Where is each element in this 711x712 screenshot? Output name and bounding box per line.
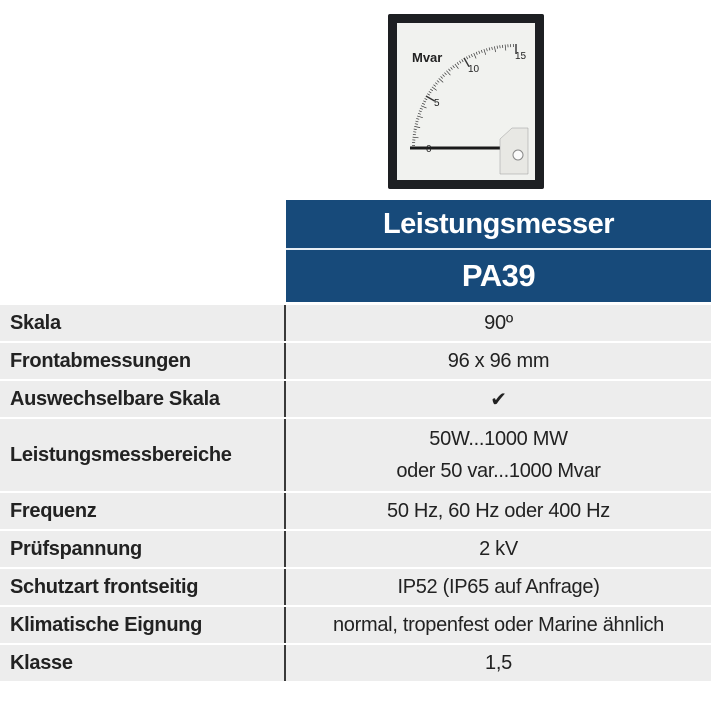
spec-label: Schutzart frontseitig <box>0 569 284 605</box>
spec-label: Klimatische Eignung <box>0 607 284 643</box>
meter-scale-tick <box>446 71 450 76</box>
meter-scale-tick <box>494 46 495 52</box>
meter-scale-label-15: 15 <box>515 51 527 62</box>
meter-scale-tick <box>421 106 427 108</box>
meter-scale-tick <box>471 54 472 57</box>
spec-value-text: 90º <box>484 311 513 334</box>
meter-scale-tick <box>469 55 470 58</box>
meter-scale-tick <box>466 57 467 60</box>
meter-scale-tick <box>459 61 461 64</box>
spec-value <box>286 645 711 681</box>
spec-label: Klasse <box>0 645 284 681</box>
meter-scale-tick <box>441 76 443 78</box>
spec-value <box>286 607 711 643</box>
spec-value <box>286 531 711 567</box>
spec-label: Auswechselbare Skala <box>0 381 284 417</box>
meter-scale-tick <box>434 85 436 87</box>
meter-scale-tick <box>497 46 498 49</box>
spec-value-text: IP52 (IP65 auf Anfrage) <box>397 575 600 598</box>
meter-unit-label: Mvar <box>412 50 443 65</box>
meter-scale-tick <box>443 75 445 77</box>
spec-label: Leistungsmessbereiche <box>0 419 284 491</box>
meter-scale-tick <box>439 78 444 82</box>
meter-scale-tick <box>481 50 482 53</box>
meter-scale-tick <box>429 91 432 93</box>
meter-scale-tick <box>414 129 417 130</box>
meter-scale-graphic <box>388 14 544 189</box>
meter-scale-tick <box>487 48 488 51</box>
spec-value-text: 96 x 96 mm <box>447 349 550 372</box>
spec-row-klasse <box>0 645 711 681</box>
meter-scale-tick <box>413 137 419 138</box>
meter-scale-tick <box>484 49 486 55</box>
spec-label: Frontabmessungen <box>0 343 284 379</box>
meter-pivot-cover <box>500 128 528 174</box>
meter-scale-tick <box>427 94 430 96</box>
meter-scale-tick <box>425 98 428 99</box>
spec-value-line-2: oder 50 var...1000 Mvar <box>396 460 601 482</box>
spec-value-text: 1,5 <box>485 651 512 674</box>
spec-value-text: normal, tropenfest oder Marine ähnlich <box>332 613 664 636</box>
meter-scale-tick <box>449 69 451 71</box>
meter-scale-tick <box>500 45 501 48</box>
meter-scale-tick <box>479 51 480 54</box>
meter-scale-tick <box>444 73 446 75</box>
product-image-meter <box>388 14 544 189</box>
meter-scale-tick <box>432 87 437 91</box>
meter-scale-tick <box>476 52 477 55</box>
meter-scale-tick <box>489 48 490 51</box>
spec-row-auswechselbare-skala <box>0 381 711 417</box>
meter-scale-tick <box>462 59 464 62</box>
spec-row-leistungsmessbereiche <box>0 419 711 491</box>
meter-scale-tick <box>419 111 422 112</box>
meter-scale-tick <box>435 83 437 85</box>
spec-value-text: 2 kV <box>479 537 518 560</box>
spec-value <box>286 343 711 379</box>
meter-scale-label-0: 0 <box>426 144 432 155</box>
spec-row-frequenz <box>0 493 711 529</box>
spec-value <box>286 381 711 417</box>
meter-scale-tick <box>415 124 418 125</box>
meter-scale-tick <box>492 47 493 50</box>
spec-label: Skala <box>0 305 284 341</box>
meter-scale-tick <box>457 62 459 65</box>
meter-scale-tick <box>420 108 423 109</box>
spec-value <box>286 419 711 491</box>
spec-value <box>286 569 711 605</box>
spec-row-pruefspannung <box>0 531 711 567</box>
meter-scale-tick <box>455 64 459 69</box>
meter-scale-tick <box>416 119 419 120</box>
meter-scale-tick <box>451 67 453 69</box>
meter-scale-tick <box>422 103 425 104</box>
zero-adjust-screw <box>513 150 523 160</box>
spec-table <box>0 305 711 683</box>
meter-scale-tick <box>413 132 416 133</box>
check-icon: ✔ <box>490 388 507 411</box>
meter-scale-tick <box>418 113 421 114</box>
meter-scale-tick <box>416 121 419 122</box>
spec-value <box>286 493 711 529</box>
meter-scale-label-5: 5 <box>434 98 440 109</box>
meter-scale-tick <box>417 116 423 118</box>
meter-scale-tick <box>505 45 506 51</box>
spec-label: Frequenz <box>0 493 284 529</box>
spec-value-line-1: 50W...1000 MW <box>429 428 568 450</box>
spec-row-frontabmessungen <box>0 343 711 379</box>
meter-scale-label-10: 10 <box>468 64 480 75</box>
spec-label: Prüfspannung <box>0 531 284 567</box>
spec-row-klimatische-eignung <box>0 607 711 643</box>
meter-scale-tick <box>430 89 433 91</box>
meter-scale-tick <box>437 81 439 83</box>
meter-scale-tick <box>453 66 455 68</box>
product-model-title: PA39 <box>286 250 711 302</box>
spec-row-skala <box>0 305 711 341</box>
meter-scale-tick <box>474 53 476 59</box>
meter-scale-tick <box>423 101 426 102</box>
product-category-title: Leistungsmesser <box>286 200 711 248</box>
spec-value-text: 50 Hz, 60 Hz oder 400 Hz <box>387 499 610 522</box>
meter-scale-tick <box>414 126 420 127</box>
spec-row-schutzart <box>0 569 711 605</box>
spec-value <box>286 305 711 341</box>
